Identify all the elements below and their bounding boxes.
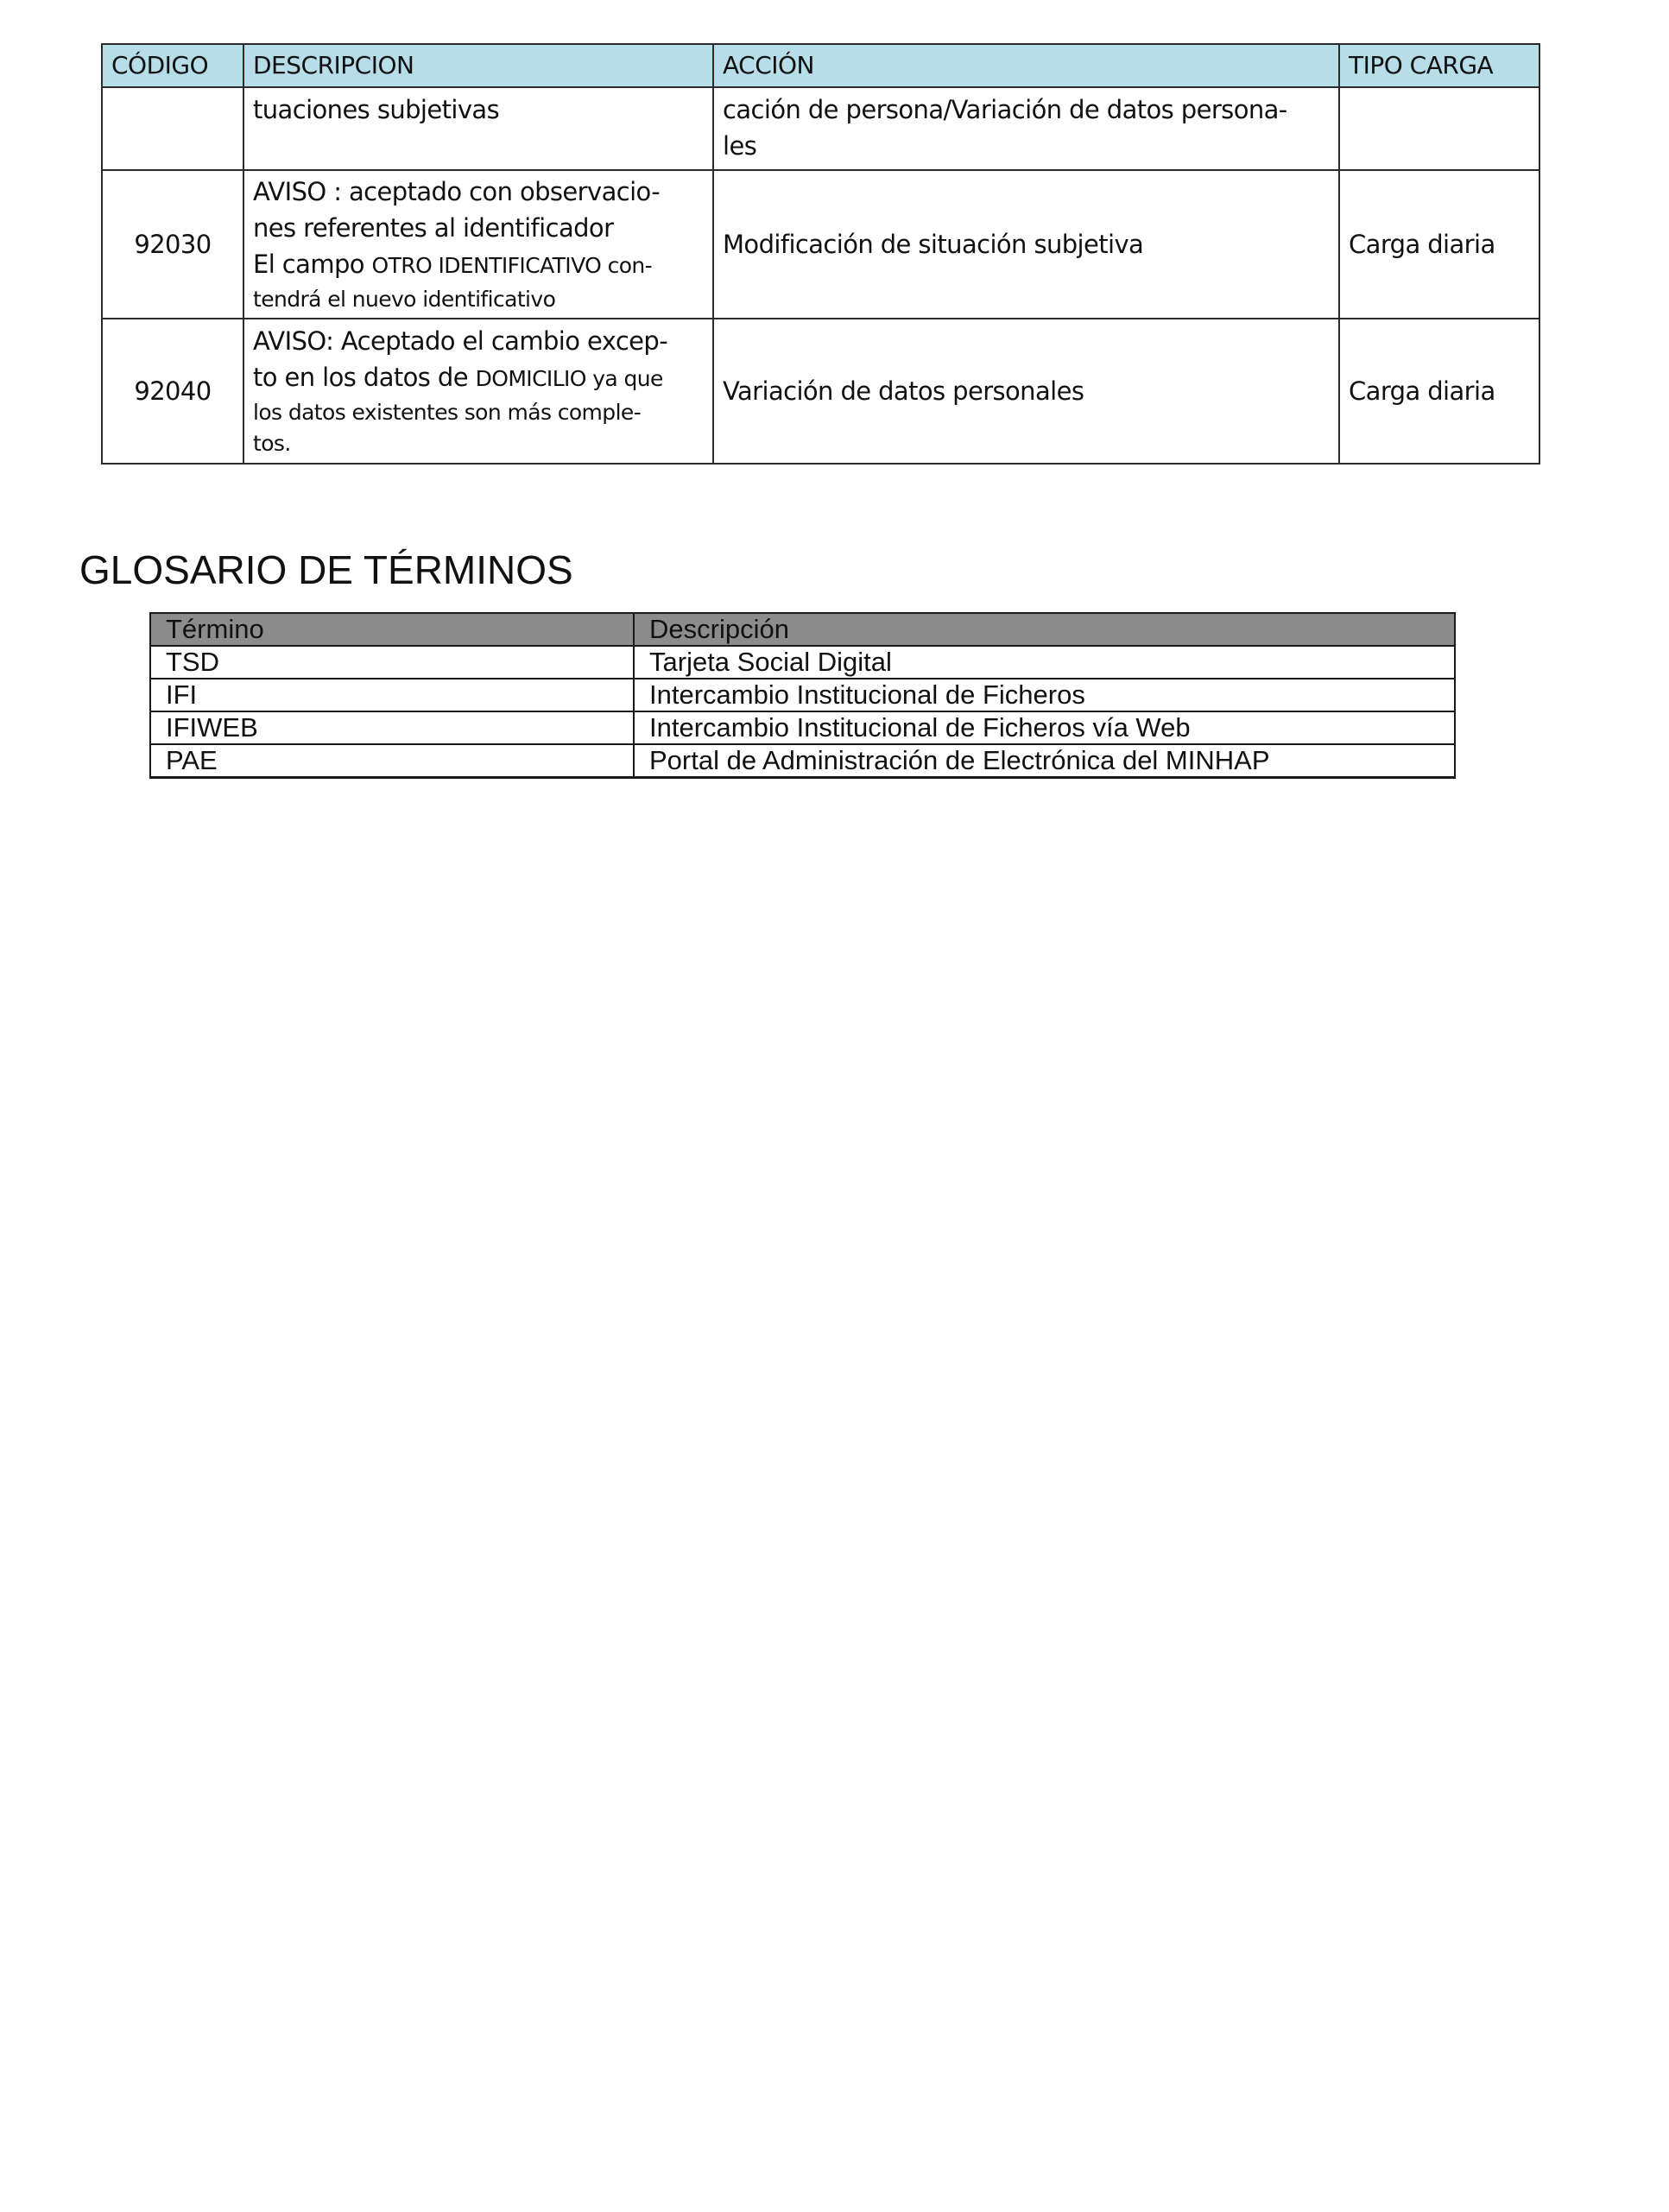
load-type-cell: Carga diaria [1339, 319, 1539, 464]
header-accion: ACCIÓN [713, 44, 1339, 87]
field-name-text: DOMICILIO [475, 366, 586, 391]
glossary-description: Intercambio Institucional de Ficheros [634, 679, 1455, 711]
glossary-row [150, 646, 1455, 679]
action-cell [713, 87, 1339, 170]
description-line [253, 246, 704, 284]
glossary-row [150, 744, 1455, 778]
description-line [253, 359, 704, 397]
glossary-term: IFI [150, 679, 634, 711]
action-line: les [723, 131, 757, 161]
glossary-row [150, 711, 1455, 744]
field-name-text: OTRO IDENTIFICATIVO [371, 253, 602, 278]
glossary-description: Portal de Administración de Electrónica del MINHAP [634, 744, 1455, 778]
glossary-term: TSD [150, 646, 634, 679]
description-text: ya que [585, 366, 663, 391]
action-line: cación de persona/Variación de datos persona- [723, 95, 1287, 124]
glossary-term: IFIWEB [150, 711, 634, 744]
header-tipo-carga: TIPO CARGA [1339, 44, 1539, 87]
header-descripcion: DESCRIPCION [243, 44, 713, 87]
action-cell: Modificación de situación subjetiva [713, 170, 1339, 319]
table-row [102, 87, 1539, 170]
description-cell [243, 319, 713, 464]
load-type-cell [1339, 87, 1539, 170]
glossary-table [149, 612, 1456, 779]
description-line: los datos existentes son más comple- [253, 400, 642, 425]
description-line: tendrá el nuevo identificativo [253, 287, 556, 312]
action-cell: Variación de datos personales [713, 319, 1339, 464]
code-cell: 92040 [102, 319, 243, 464]
description-cell [243, 170, 713, 319]
header-codigo: CÓDIGO [102, 44, 243, 87]
glossary-title: GLOSARIO DE TÉRMINOS [79, 547, 573, 592]
glossary-header-row [150, 613, 1455, 646]
header-descripcion-glossary: Descripción [634, 613, 1455, 646]
codes-table-header-row [102, 44, 1539, 87]
glossary-term: PAE [150, 744, 634, 778]
glossary-description: Tarjeta Social Digital [634, 646, 1455, 679]
header-termino: Término [150, 613, 634, 646]
description-line: nes referentes al identificador [253, 213, 614, 243]
table-row [102, 319, 1539, 464]
codes-table [101, 43, 1540, 465]
glossary-row [150, 679, 1455, 711]
description-cell [243, 87, 713, 170]
table-row [102, 170, 1539, 319]
description-text: El campo [253, 250, 372, 279]
description-line: tos. [253, 431, 291, 456]
description-line: AVISO: Aceptado el cambio excep- [253, 326, 668, 356]
load-type-cell: Carga diaria [1339, 170, 1539, 319]
glossary-description: Intercambio Institucional de Ficheros vía Web [634, 711, 1455, 744]
description-line: AVISO : aceptado con observacio- [253, 177, 661, 206]
code-cell [102, 87, 243, 170]
code-cell: 92030 [102, 170, 243, 319]
description-text: to en los datos de [253, 363, 476, 392]
description-text: con- [601, 253, 653, 278]
description-line: tuaciones subjetivas [253, 95, 500, 124]
